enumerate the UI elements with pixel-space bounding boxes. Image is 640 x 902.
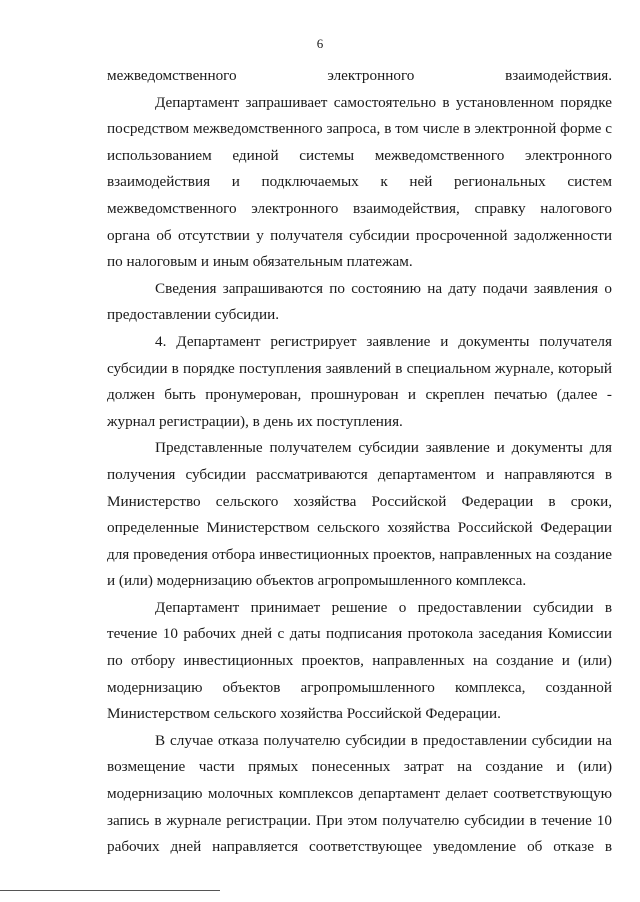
paragraph-3 xyxy=(107,329,612,356)
text-line: межведомственного электронного взаимодействия, справку налогового xyxy=(107,199,612,217)
text-line: по налоговым и иным обязательным платежам. xyxy=(107,253,413,271)
text-line: субсидии в порядке поступления заявлений в специальном журнале, который xyxy=(107,359,612,377)
text-line: использованием единой системы межведомственного электронного xyxy=(107,146,612,164)
paragraph-2-cont xyxy=(107,302,612,329)
paragraph-1-cont xyxy=(107,196,612,223)
text-line: 4. Департамент регистрирует заявление и документы получателя xyxy=(155,332,612,350)
text-line: возмещение части прямых понесенных затрат на создание и (или) xyxy=(107,758,612,776)
text-line: органа об отсутствии у получателя субсидии просроченной задолженности xyxy=(107,226,612,244)
text-line: модернизацию молочных комплексов департамент делает соответствующую xyxy=(107,785,612,803)
paragraph-6-cont xyxy=(107,834,612,861)
text-line: предоставлении субсидии. xyxy=(107,306,280,324)
paragraph-1-cont xyxy=(107,116,612,143)
text-line: рабочих дней направляется соответствующее уведомление об отказе в xyxy=(107,838,612,856)
text-line: по отбору инвестиционных проектов, направленных на создание и (или) xyxy=(107,652,612,670)
text-line: взаимодействия и подключаемых к ней региональных систем xyxy=(107,173,612,191)
text-line: посредством межведомственного запроса, в том числе в электронной форме с xyxy=(107,120,612,138)
text-line: Департамент принимает решение о предоставлении субсидии в xyxy=(155,598,612,616)
paragraph-5 xyxy=(107,595,612,622)
text-line: Представленные получателем субсидии заявление и документы для xyxy=(155,439,612,457)
paragraph-4-cont xyxy=(107,568,612,595)
paragraph-3-cont xyxy=(107,356,612,383)
text-line: журнал регистрации), в день их поступления. xyxy=(107,412,403,430)
text-line: получения субсидии рассматриваются департаментом и направляются в xyxy=(107,465,612,483)
paragraph-4 xyxy=(107,435,612,462)
paragraph-1-cont xyxy=(107,223,612,250)
paragraph-6-cont xyxy=(107,754,612,781)
paragraph-3-cont xyxy=(107,382,612,409)
text-line: определенные Министерством сельского хозяйства Российской Федерации xyxy=(107,519,612,537)
text-line: должен быть пронумерован, прошнурован и скреплен печатью (далее - xyxy=(107,386,612,404)
page-number: 6 xyxy=(316,36,324,51)
text-line: Министерство сельского хозяйства Российской Федерации в сроки, xyxy=(107,492,612,510)
paragraph-4-cont xyxy=(107,542,612,569)
text-line: запись в журнале регистрации. При этом получателю субсидии в течение 10 xyxy=(107,811,612,829)
text-line: Сведения запрашиваются по состоянию на дату подачи заявления о xyxy=(155,279,612,297)
text-line: В случае отказа получателю субсидии в предоставлении субсидии на xyxy=(155,731,612,749)
paragraph-0 xyxy=(107,63,612,90)
paragraph-1-cont xyxy=(107,169,612,196)
text-line: Департамент запрашивает самостоятельно в установленном порядке xyxy=(155,93,612,111)
paragraph-6-cont xyxy=(107,781,612,808)
text-line: течение 10 рабочих дней с даты подписания протокола заседания Комиссии xyxy=(107,625,612,643)
paragraph-4-cont xyxy=(107,489,612,516)
paragraph-4-cont xyxy=(107,462,612,489)
text-line: межведомственного электронного взаимодействия. xyxy=(107,67,612,84)
text-line: модернизацию объектов агропромышленного комплекса, созданной xyxy=(107,678,612,696)
paragraph-4-cont xyxy=(107,515,612,542)
text-line: и (или) модернизацию объектов агропромышленного комплекса. xyxy=(107,572,527,590)
paragraph-1-cont xyxy=(107,249,612,276)
paragraph-5-cont xyxy=(107,648,612,675)
paragraph-5-cont xyxy=(107,621,612,648)
scan-edge-line xyxy=(0,890,220,891)
paragraph-5-cont xyxy=(107,701,612,728)
paragraph-1-cont xyxy=(107,143,612,170)
paragraph-6 xyxy=(107,728,612,755)
paragraph-1 xyxy=(107,90,612,117)
paragraph-5-cont xyxy=(107,675,612,702)
text-line: для проведения отбора инвестиционных проектов, направленных на создание xyxy=(107,545,612,563)
text-line: Министерством сельского хозяйства Российской Федерации. xyxy=(107,705,501,723)
document-body xyxy=(107,63,612,861)
paragraph-2 xyxy=(107,276,612,303)
paragraph-6-cont xyxy=(107,808,612,835)
paragraph-3-cont xyxy=(107,409,612,436)
